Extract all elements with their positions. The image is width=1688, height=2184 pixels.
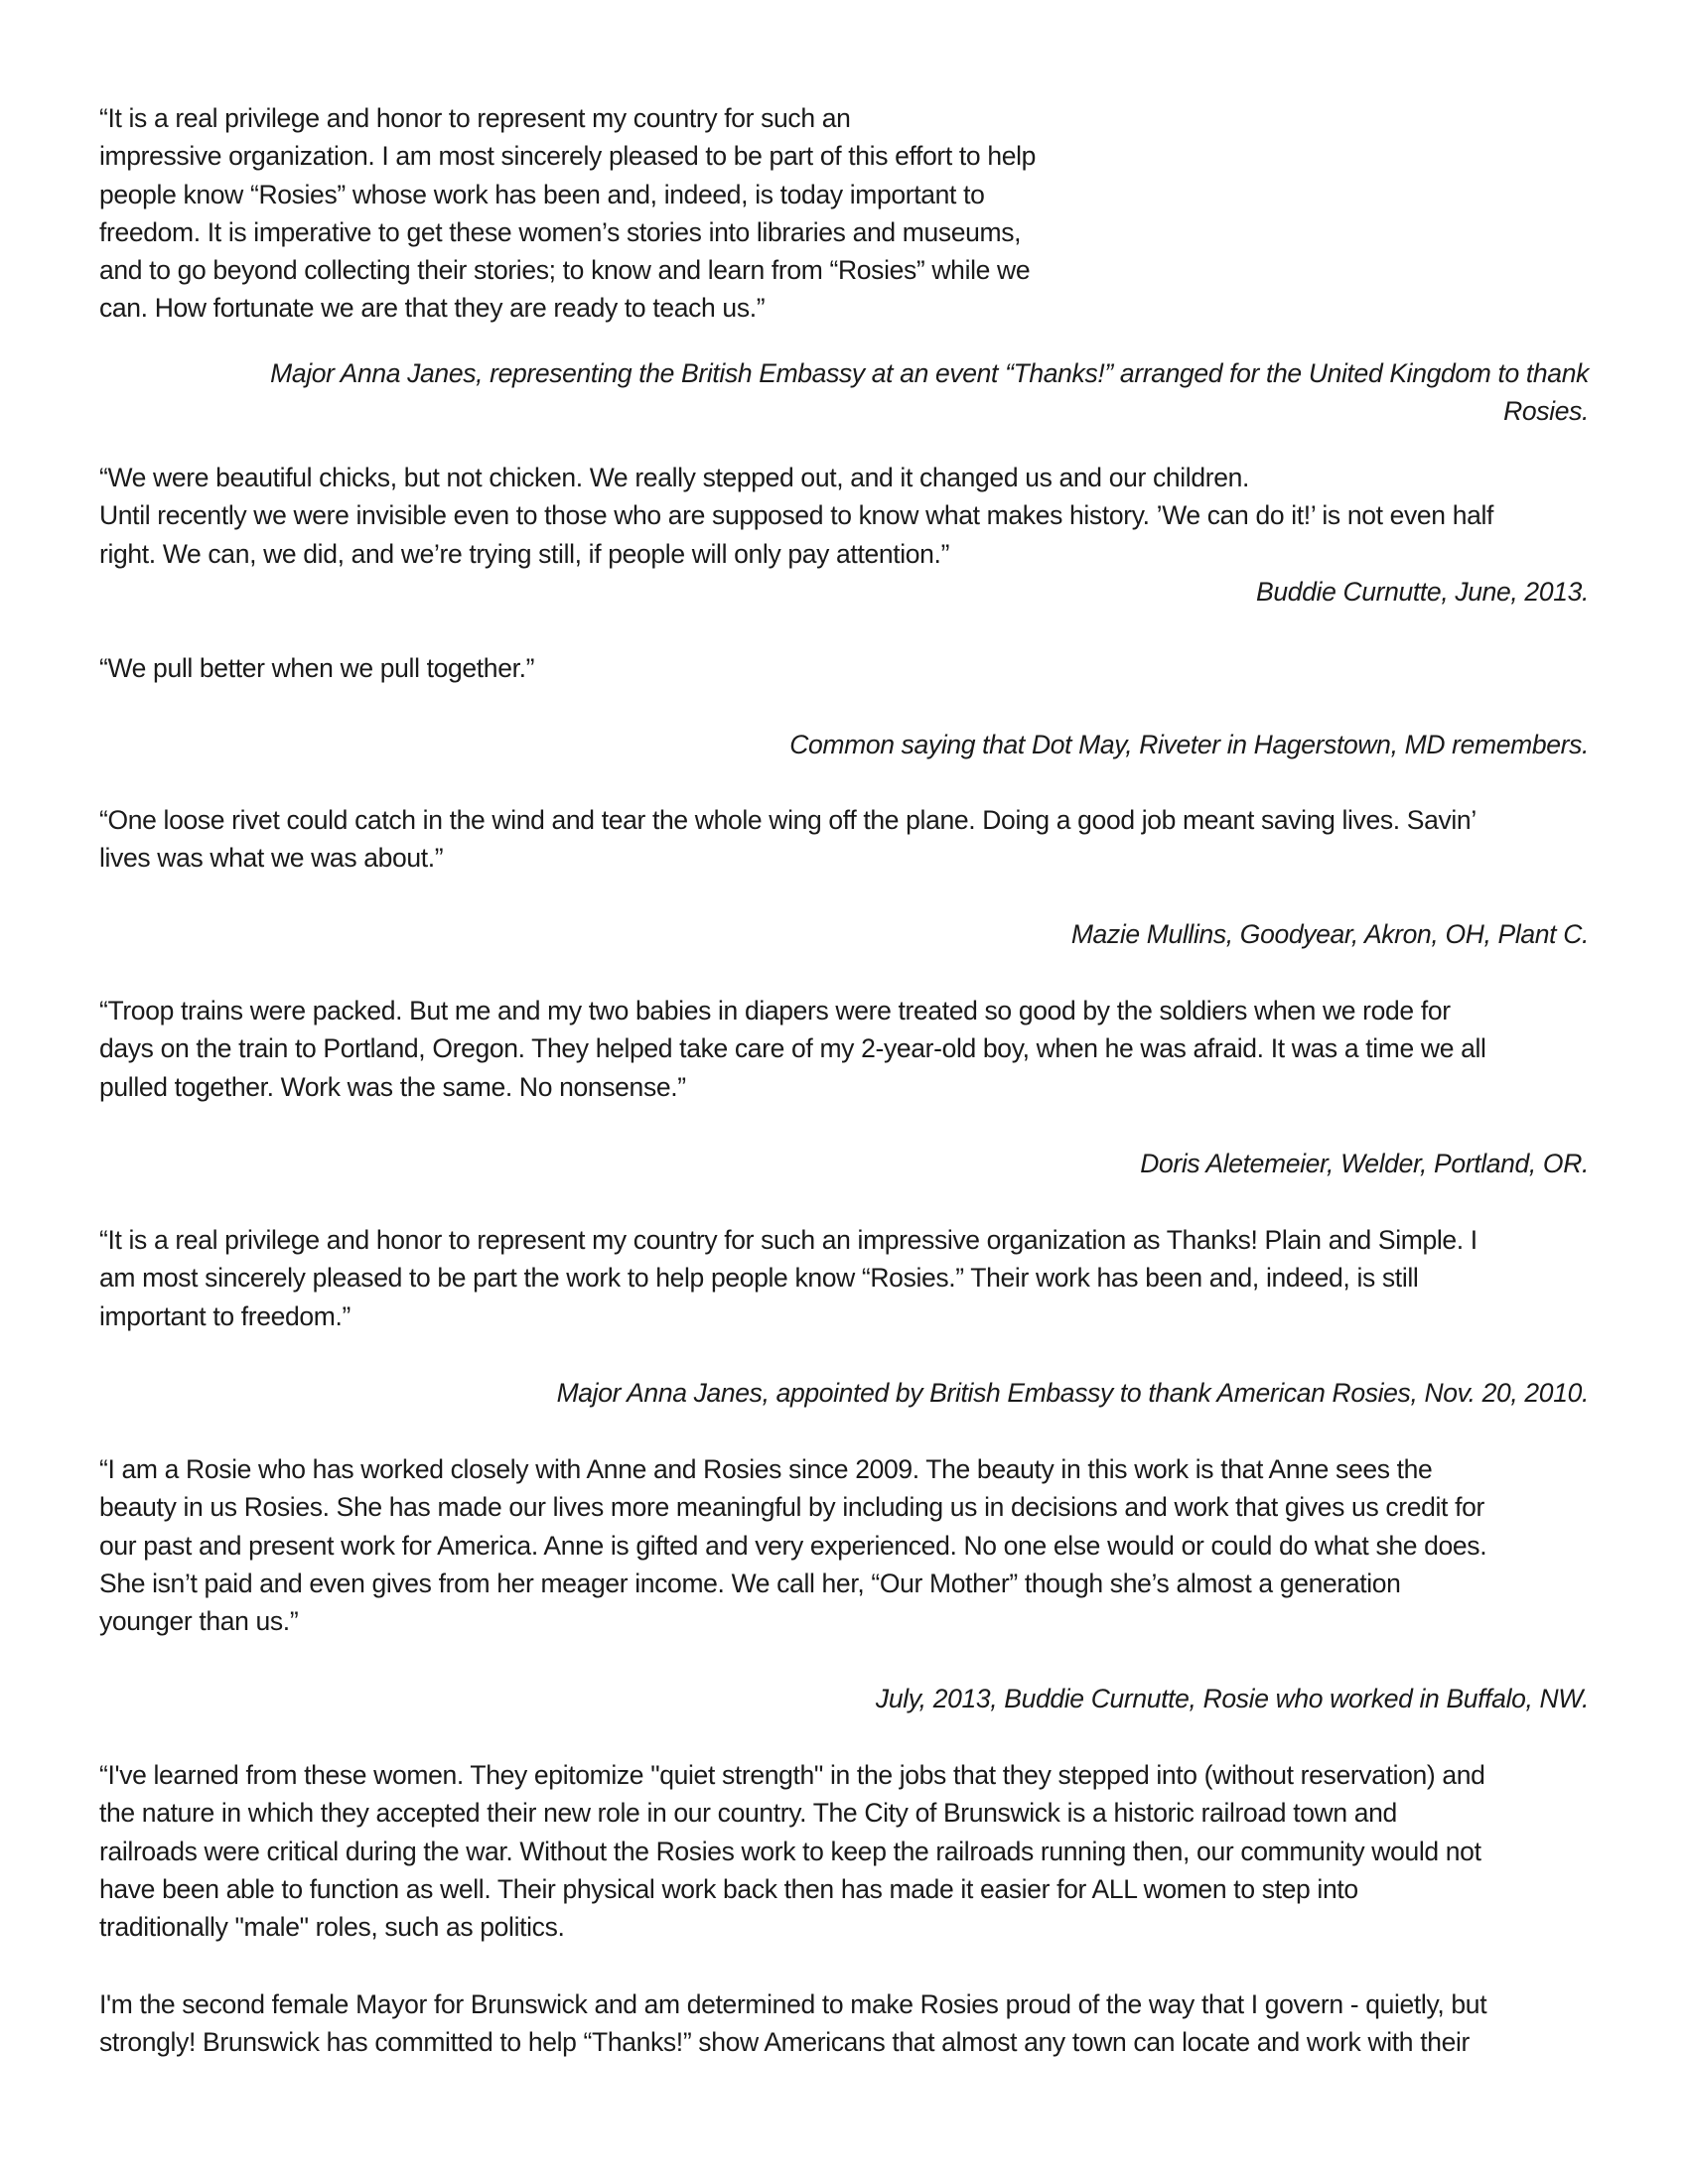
attribution-line: Rosies. (1503, 396, 1589, 427)
quote-line: am most sincerely pleased to be part the work to help people know “Rosies.” Their work has been and, indeed, is still (99, 1263, 1419, 1294)
attribution-anna-janes-1 (99, 354, 1589, 431)
attribution-line: Common saying that Dot May, Riveter in Hagerstown, MD remembers. (789, 730, 1589, 759)
quote-brunswick-mayor-continued (99, 1985, 1589, 2062)
quote-line: beauty in us Rosies. She has made our lives more meaningful by including us in decisions and work that gives us credit for (99, 1492, 1484, 1523)
quote-dot-may (99, 649, 1589, 687)
quote-line: freedom. It is imperative to get these women’s stories into libraries and museums, (99, 216, 1022, 247)
attribution-line: Mazie Mullins, Goodyear, Akron, OH, Plant C. (1070, 919, 1589, 949)
quote-line: our past and present work for America. Anne is gifted and very experienced. No one else would or could do what she does. (99, 1530, 1487, 1561)
quote-line: impressive organization. I am most sincerely pleased to be part of this effort to help (99, 141, 1037, 172)
quote-line: important to freedom.” (99, 1300, 351, 1331)
quote-line: days on the train to Portland, Oregon. They helped take care of my 2-year-old boy, when he was afraid. It was a time we all (99, 1033, 1486, 1064)
quote-line: “It is a real privilege and honor to represent my country for such an impressive organization as Thanks! Plain and Simple. I (99, 1225, 1477, 1255)
attribution-dot-may (99, 726, 1589, 763)
attribution-buddie-curnutte-1 (99, 573, 1589, 611)
quote-line: can. How fortunate we are that they are ready to teach us.” (99, 293, 766, 324)
attribution-doris-aletemeier (99, 1145, 1589, 1182)
quote-line: “I am a Rosie who has worked closely with Anne and Rosies since 2009. The beauty in this work is that Anne sees the (99, 1454, 1433, 1484)
quote-line: She isn’t paid and even gives from her meager income. We call her, “Our Mother” though she’s almost a generation (99, 1568, 1401, 1598)
quote-line: “One loose rivet could catch in the wind and tear the whole wing off the plane. Doing a good job meant saving lives. Savin’ (99, 805, 1477, 835)
quote-line: people know “Rosies” whose work has been and, indeed, is today important to (99, 179, 985, 209)
quote-line: I'm the second female Mayor for Brunswick and am determined to make Rosies proud of the way that I govern - quietly, but (99, 1989, 1487, 2019)
quote-line: Until recently we were invisible even to those who are supposed to know what makes history. ’We can do it!’ is not even half (99, 500, 1494, 531)
attribution-line: July, 2013, Buddie Curnutte, Rosie who worked in Buffalo, NW. (875, 1684, 1589, 1713)
attribution-line: Buddie Curnutte, June, 2013. (1256, 577, 1589, 607)
quote-line: have been able to function as well. Their physical work back then has made it easier for ALL women to step into (99, 1873, 1358, 1904)
quote-buddie-curnutte-1 (99, 459, 1589, 573)
quote-mazie-mullins (99, 801, 1589, 878)
attribution-line: Major Anna Janes, appointed by British Embassy to thank American Rosies, Nov. 20, 2010. (556, 1378, 1589, 1408)
quote-line: right. We can, we did, and we’re trying still, if people will only pay attention.” (99, 538, 950, 569)
quote-buddie-curnutte-2 (99, 1450, 1589, 1640)
quote-text (99, 99, 1112, 328)
attribution-anna-janes-2 (99, 1374, 1589, 1412)
attribution-line: Major Anna Janes, representing the British Embassy at an event “Thanks!” arranged for the United Kingdom to thank (270, 358, 1589, 388)
quote-line: and to go beyond collecting their stories; to know and learn from “Rosies” while we (99, 255, 1031, 286)
quote-anna-janes-1 (99, 99, 1112, 328)
quote-line: younger than us.” (99, 1606, 299, 1637)
quote-line: pulled together. Work was the same. No nonsense.” (99, 1071, 686, 1102)
quote-doris-aletemeier (99, 992, 1589, 1106)
quote-brunswick-mayor (99, 1756, 1589, 1946)
quote-line: “We were beautiful chicks, but not chicken. We really stepped out, and it changed us and our children. (99, 463, 1249, 492)
quote-line: “We pull better when we pull together.” (99, 653, 535, 683)
quote-line: “Troop trains were packed. But me and my two babies in diapers were treated so good by the soldiers when we rode for (99, 996, 1451, 1025)
attribution-line: Doris Aletemeier, Welder, Portland, OR. (1140, 1149, 1589, 1178)
quote-anna-janes-2 (99, 1221, 1589, 1335)
attribution-mazie-mullins (99, 915, 1589, 953)
quote-line: railroads were critical during the war. Without the Rosies work to keep the railroads running then, our community would not (99, 1836, 1481, 1866)
quote-line: “I've learned from these women. They epitomize "quiet strength" in the jobs that they stepped into (without reservation) and (99, 1760, 1485, 1790)
quote-line: strongly! Brunswick has committed to help “Thanks!” show Americans that almost any town can locate and work with their (99, 2027, 1471, 2058)
quote-line: lives was what we was about.” (99, 843, 444, 874)
quote-line: the nature in which they accepted their new role in our country. The City of Brunswick is a historic railroad town and (99, 1798, 1397, 1829)
quote-line: “It is a real privilege and honor to represent my country for such an (99, 103, 851, 133)
attribution-buddie-curnutte-2 (99, 1680, 1589, 1717)
quote-line: traditionally "male" roles, such as politics. (99, 1912, 565, 1943)
